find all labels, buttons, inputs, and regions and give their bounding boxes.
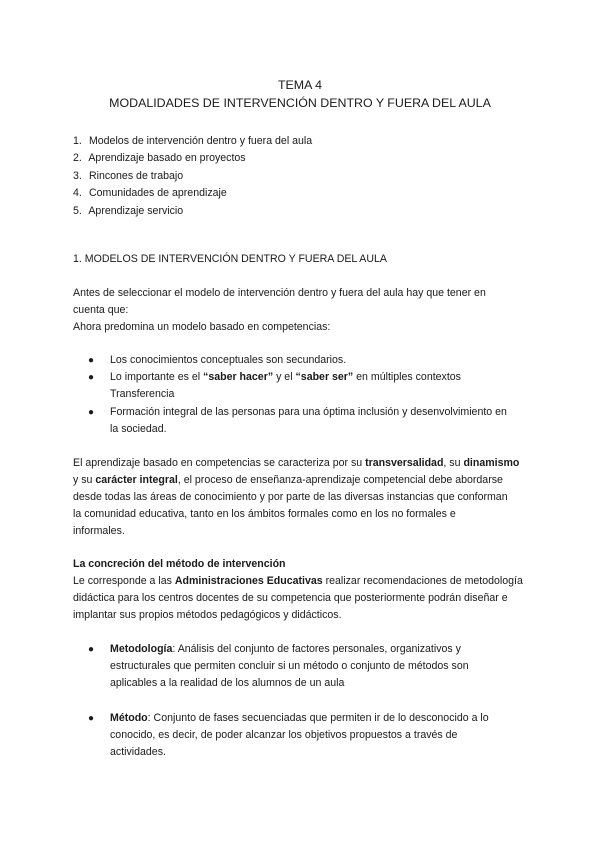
bold-term: “saber hacer” [203,371,274,383]
page-title: MODALIDADES DE INTERVENCIÓN DENTRO Y FUERA DEL AULA [109,96,491,110]
concrecion-paragraph [73,573,543,624]
toc-text: Comunidades de aprendizaje [88,187,227,200]
text-line: implantar sus propios métodos pedagógicos y didácticos. [73,609,342,621]
bullet-text: Los conocimientos conceptuales son secundarios. [110,354,347,366]
bullet-icon: ● [88,372,95,383]
toc-number: 2. [73,152,82,165]
bullet-text: Formación integral de las personas para una óptima inclusión y desenvolvimiento en [110,406,507,418]
text-line: Le corresponde a las [73,575,175,587]
text-line: El aprendizaje basado en competencias se caracteriza por su [73,457,366,469]
text-line: , su [443,457,464,469]
toc-number: 5. [73,204,82,217]
subsection-heading: La concreción del método de intervención [73,558,286,570]
toc-item [73,203,312,220]
toc-item [73,150,312,167]
bullet-text: Transferencia [110,388,175,400]
toc-text: Modelos de intervención dentro y fuera del aula [88,135,313,147]
toc-text: Aprendizaje basado en proyectos [88,152,246,165]
text-line: desde todas las áreas de conocimiento y por parte de las diversas instancias que conforman [73,491,508,503]
table-of-contents [73,133,312,220]
section-heading: 1. MODELOS DE INTERVENCIÓN DENTRO Y FUERA DEL AULA [73,253,387,265]
bullet-text: en múltiples contextos [353,371,461,383]
bullet-text: Lo importante es el [110,371,204,383]
toc-text: Aprendizaje servicio [88,204,184,217]
toc-number: 1. [73,135,82,147]
text-line: y su [73,474,96,486]
text-line: Ahora predomina un modelo basado en competencias: [73,321,331,333]
bullet-icon: ● [88,713,95,724]
bold-term: transversalidad [365,457,444,469]
bullet-text: : Conjunto de fases secuenciadas que permiten ir de lo desconocido a lo [147,712,489,724]
bullet-text: aplicables a la realidad de los alumnos de un aula [110,677,345,689]
text-line: didáctica para los centros docentes de su competencia que posteriormente podrán diseñar e [73,592,508,604]
topic-label: TEMA 4 [277,78,323,92]
text-line: cuenta que: [73,304,129,316]
bold-term: Metodología [110,643,173,655]
bold-term: “saber ser” [295,371,354,383]
toc-item [73,185,312,202]
bullet-icon: ● [88,644,95,655]
toc-text: Rincones de trabajo [88,169,184,182]
bullet-text: estructurales que permiten concluir si un método o conjunto de métodos son [110,660,469,672]
bullet-text: la sociedad. [110,423,167,435]
bullet-item [88,404,540,438]
bullet-text: conocido, es decir, de poder alcanzar los objetivos propuestos a través de [110,729,458,741]
bold-term: dinamismo [463,457,520,469]
text-line: realizar recomendaciones de metodología [322,575,523,587]
text-line: , el proceso de enseñanza-aprendizaje competencial debe abordarse [177,474,503,486]
bullet-item-metodologia [88,641,540,692]
bullet-item [88,352,540,369]
toc-number: 3. [73,169,82,182]
bullet-icon: ● [88,407,95,418]
text-line: la comunidad educativa, tanto en los ámbitos formales como en los no formales e [73,508,456,520]
toc-number: 4. [73,187,82,200]
text-line: informales. [73,525,125,537]
bold-term: carácter integral [95,474,178,486]
bullet-icon: ● [88,355,95,366]
intro-paragraph [73,285,533,336]
bullet-text: : Análisis del conjunto de factores personales, organizativos y [172,643,461,655]
text-line: Antes de seleccionar el modelo de intervención dentro y fuera del aula hay que tener en [73,287,486,299]
bullet-text: actividades. [110,746,166,758]
bullet-item-metodo [88,710,540,761]
bold-term: Método [110,712,148,724]
bullet-text: y el [273,371,296,383]
competencias-paragraph [73,455,533,540]
toc-item [73,168,312,185]
bold-term: Administraciones Educativas [174,575,323,587]
toc-item [73,133,312,150]
bullet-item [88,369,540,403]
